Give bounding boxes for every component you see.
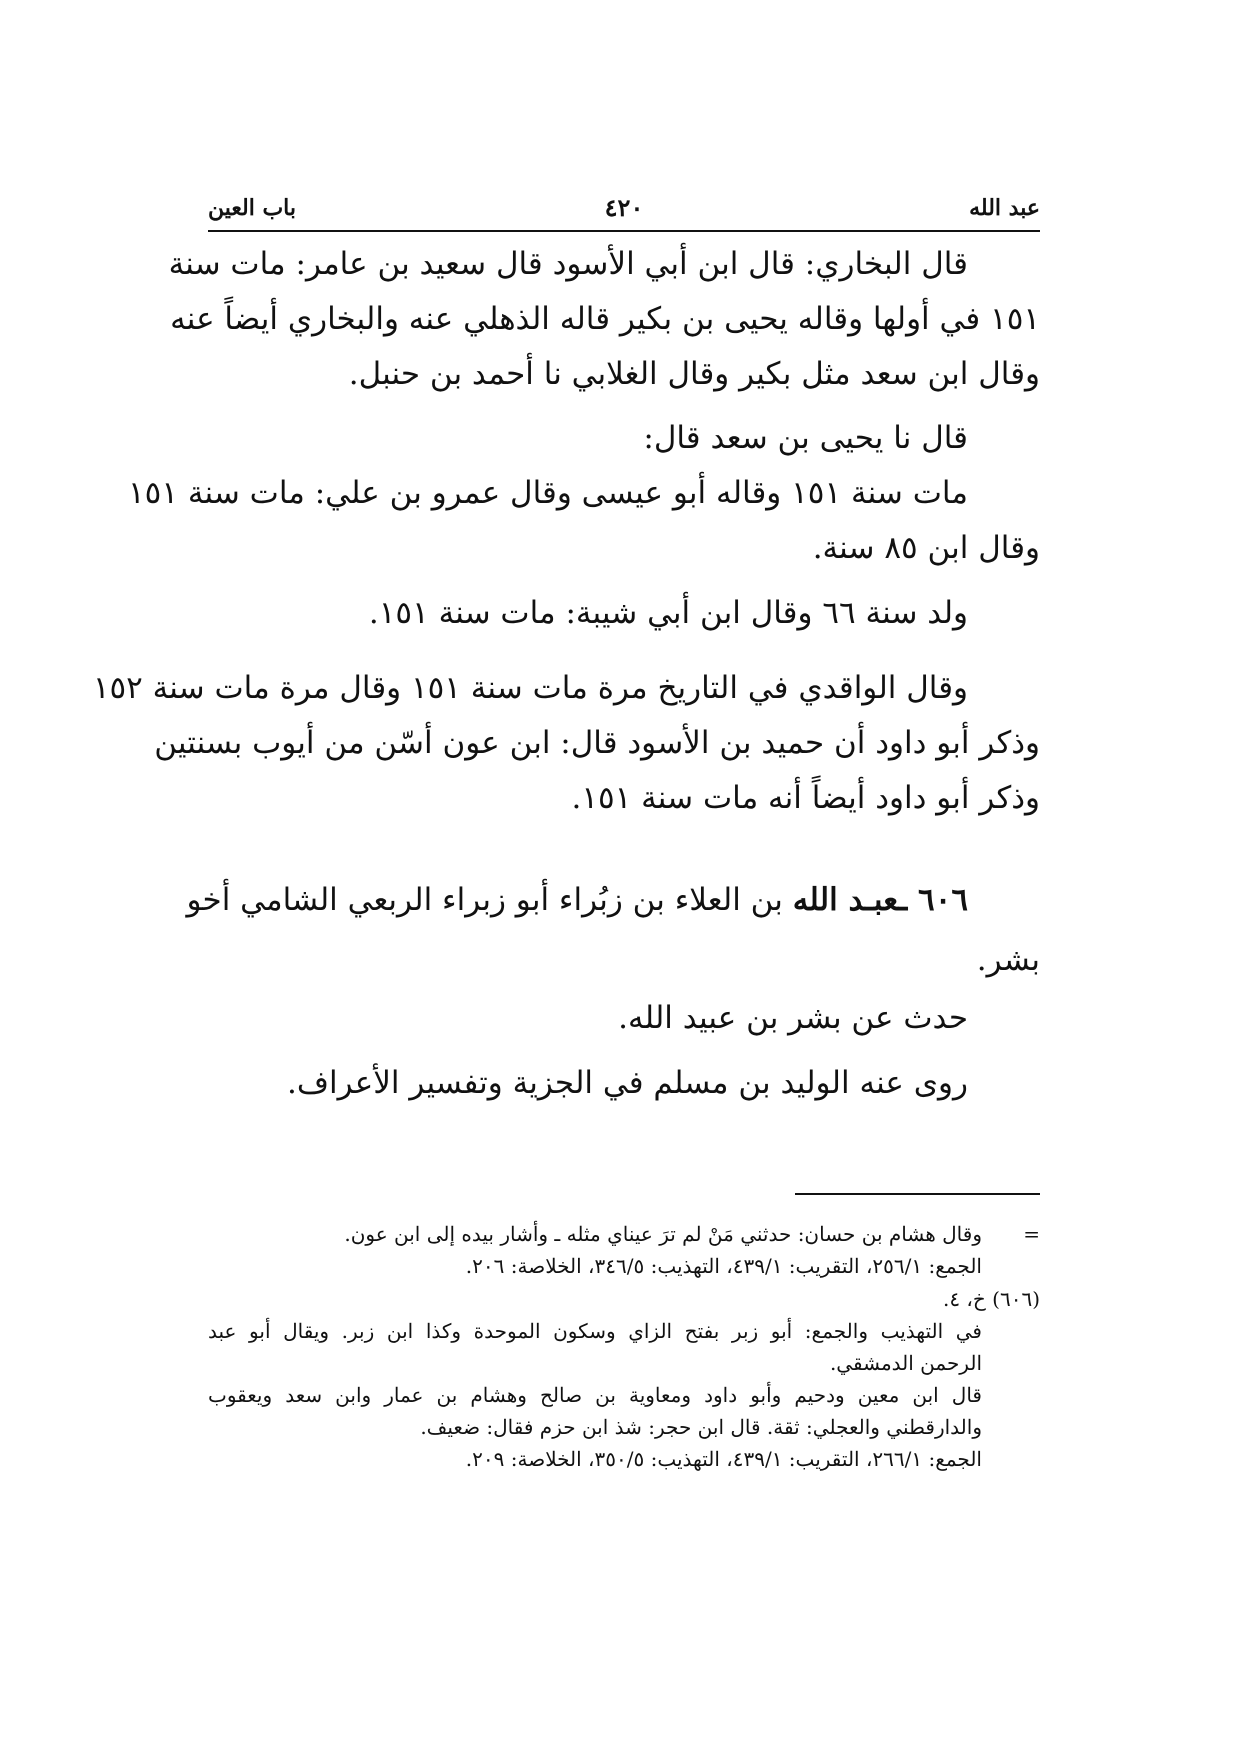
footnote-line: الجمع: ٢٦٦/١، التقريب: ٤٣٩/١، التهذيب: ٣٥٠/٥، الخلاصة: ٢٠٩. xyxy=(465,1447,982,1471)
footnote-text: وقال هشام بن حسان: حدثني مَنْ لم ترَ عيناي مثله ـ وأشار بيده إلى ابن عون. xyxy=(344,1222,982,1246)
text-line: وذكر أبو داود أن حميد بن الأسود قال: ابن عون أسّن من أيوب بسنتين xyxy=(154,725,1040,761)
footnote-line: والدارقطني والعجلي: ثقة. قال ابن حجر: شذ ابن حزم فقال: ضعيف. xyxy=(420,1415,982,1439)
footnote-rule xyxy=(795,1193,1040,1195)
text-line: وقال الواقدي في التاريخ مرة مات سنة ١٥١ وقال مرة مات سنة ١٥٢ xyxy=(92,670,968,706)
text-line: روى عنه الوليد بن مسلم في الجزية وتفسير الأعراف. xyxy=(286,1065,968,1101)
text-line: مات سنة ١٥١ وقاله أبو عيسى وقال عمرو بن علي: مات سنة ١٥١ xyxy=(128,475,968,511)
text-line: قال البخاري: قال ابن أبي الأسود قال سعيد بن عامر: مات سنة xyxy=(168,246,968,282)
text-line: حدث عن بشر بن عبيد الله. xyxy=(618,1000,968,1036)
entry-number: ٦٠٦ ـ xyxy=(898,882,968,918)
entry-name: عبـد الله xyxy=(792,882,899,918)
running-header xyxy=(208,188,1040,228)
entry-heading-rest: بن العلاء بن زبُراء أبو زبراء الربعي الشامي أخو xyxy=(186,882,783,918)
footnote-line: قال ابن معين ودحيم وأبو داود ومعاوية بن صالح وهشام بن عمار وابن سعد ويعقوب xyxy=(208,1383,982,1407)
header-right-title: عبد الله xyxy=(969,195,1040,221)
header-rule xyxy=(208,230,1040,232)
footnote-line xyxy=(208,1218,1040,1250)
text-line: بشر. xyxy=(976,942,1040,978)
page-number: ٤٢٠ xyxy=(604,193,644,222)
text-line: ١٥١ في أولها وقاله يحيى بن بكير قاله الذهلي عنه والبخاري أيضاً عنه xyxy=(170,301,1040,337)
footnote-line: (٦٠٦) خ، ٤. xyxy=(942,1287,1040,1311)
header-left-title: باب العين xyxy=(208,195,297,221)
continuation-mark: = xyxy=(1023,1222,1040,1246)
text-line: وذكر أبو داود أيضاً أنه مات سنة ١٥١. xyxy=(571,780,1040,816)
footnote-line: الجمع: ٢٥٦/١، التقريب: ٤٣٩/١، التهذيب: ٣٤٦/٥، الخلاصة: ٢٠٦. xyxy=(465,1254,982,1278)
text-line: وقال ابن سعد مثل بكير وقال الغلابي نا أحمد بن حنبل. xyxy=(348,356,1040,392)
text-line: قال نا يحيى بن سعد قال: xyxy=(643,420,968,456)
text-line: ولد سنة ٦٦ وقال ابن أبي شيبة: مات سنة ١٥١. xyxy=(368,595,968,631)
footnote-line: في التهذيب والجمع: أبو زبر بفتح الزاي وسكون الموحدة وكذا ابن زبر. ويقال أبو عبد xyxy=(208,1319,982,1343)
entry-heading-line xyxy=(186,872,1040,928)
footnote-line: الرحمن الدمشقي. xyxy=(829,1351,982,1375)
text-line: وقال ابن ٨٥ سنة. xyxy=(812,530,1040,566)
